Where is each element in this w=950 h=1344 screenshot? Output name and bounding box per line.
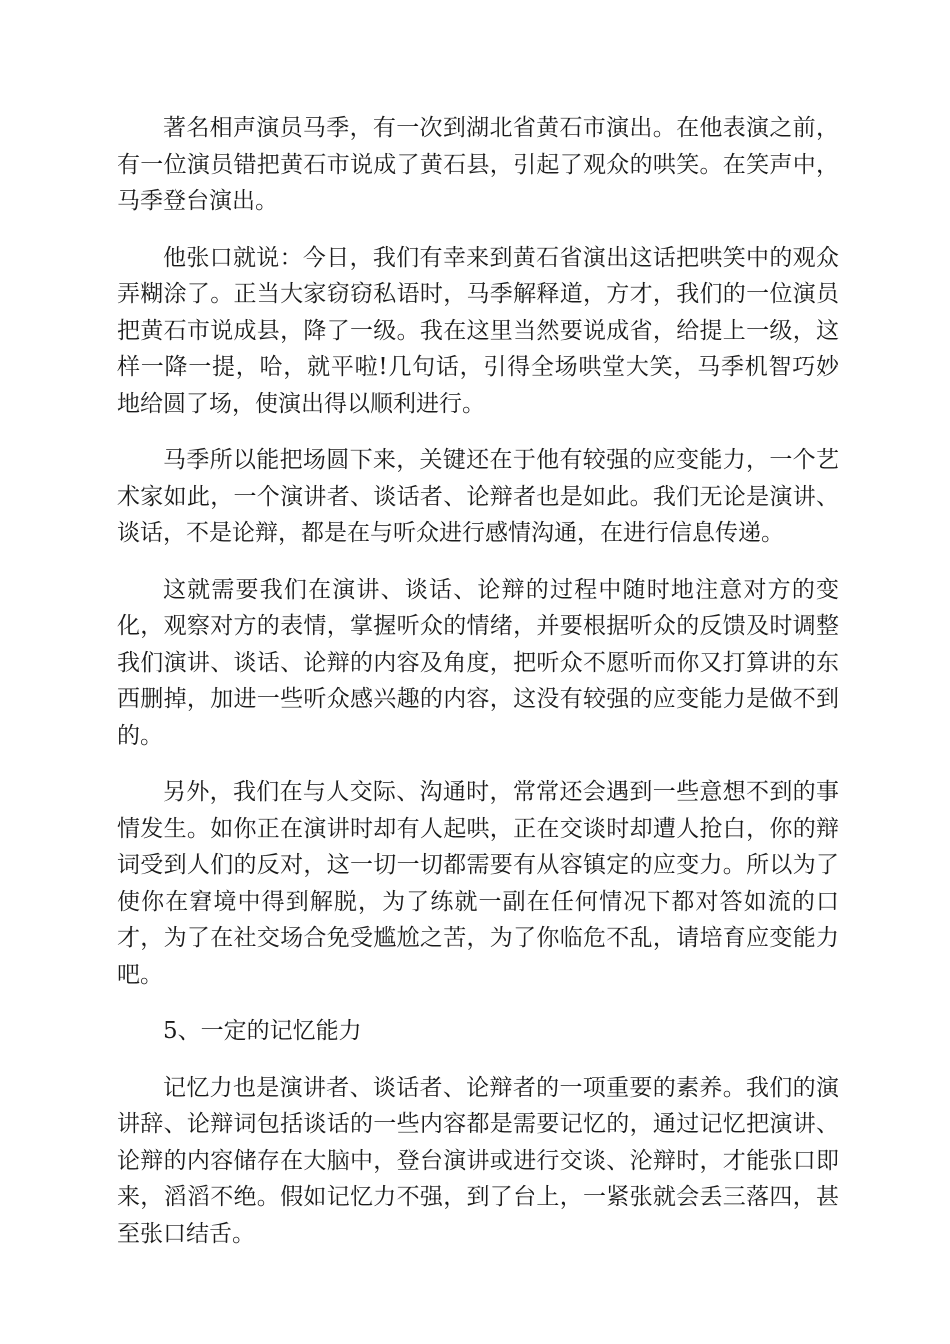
paragraph-memory: 记忆力也是演讲者、谈话者、论辩者的一项重要的素养。我们的演讲辞、论辩词包括谈话的一些内容都是需要记忆的，通过记忆把演讲、论辩的内容储存在大脑中，登台演讲或进行交谈、沦辩时，才能张口即来，滔滔不绝。假如记忆力不强，到了台上，一紧张就会丢三落四，甚至张口结舌。: [117, 1074, 839, 1247]
paragraph-audience-attention: 这就需要我们在演讲、谈话、论辩的过程中随时地注意对方的变化，观察对方的表情，掌握听众的情绪，并要根据听众的反馈及时调整我们演讲、谈话、论辩的内容及角度，把听众不愿听而你又打算讲的东西删掉，加进一些听众感兴趣的内容，这没有较强的应变能力是做不到的。: [117, 576, 839, 749]
document-page: [117, 110, 839, 1272]
paragraph-maji-speech: 他张口就说：今日，我们有幸来到黄石省演出这话把哄笑中的观众弄糊涂了。正当大家窃窃私语时，马季解释道，方才，我们的一位演员把黄石市说成县，降了一级。我在这里当然要说成省，给提上一级，这样一降一提，哈，就平啦!几句话，引得全场哄堂大笑，马季机智巧妙地给圆了场，使演出得以顺利进行。: [117, 244, 839, 417]
paragraph-adaptability: 马季所以能把场圆下来，关键还在于他有较强的应变能力，一个艺术家如此，一个演讲者、谈话者、论辩者也是如此。我们无论是演讲、谈话，不是论辩，都是在与听众进行感情沟通，在进行信息传递。: [117, 447, 839, 546]
section-heading-memory: 5、一定的记忆能力: [163, 1018, 362, 1044]
paragraph-unexpected-situations: 另外，我们在与人交际、沟通时，常常还会遇到一些意想不到的事情发生。如你正在演讲时却有人起哄，正在交谈时却遭人抢白，你的辩词受到人们的反对，这一切一切都需要有从容镇定的应变力。所以为了使你在窘境中得到解脱，为了练就一副在任何情况下都对答如流的口才，为了在社交场合免受尴尬之苦，为了你临危不乱，请培育应变能力吧。: [117, 779, 839, 988]
paragraph-maji-performance: 著名相声演员马季，有一次到湖北省黄石市演出。在他表演之前，有一位演员错把黄石市说成了黄石县，引起了观众的哄笑。在笑声中，马季登台演出。: [117, 115, 839, 214]
